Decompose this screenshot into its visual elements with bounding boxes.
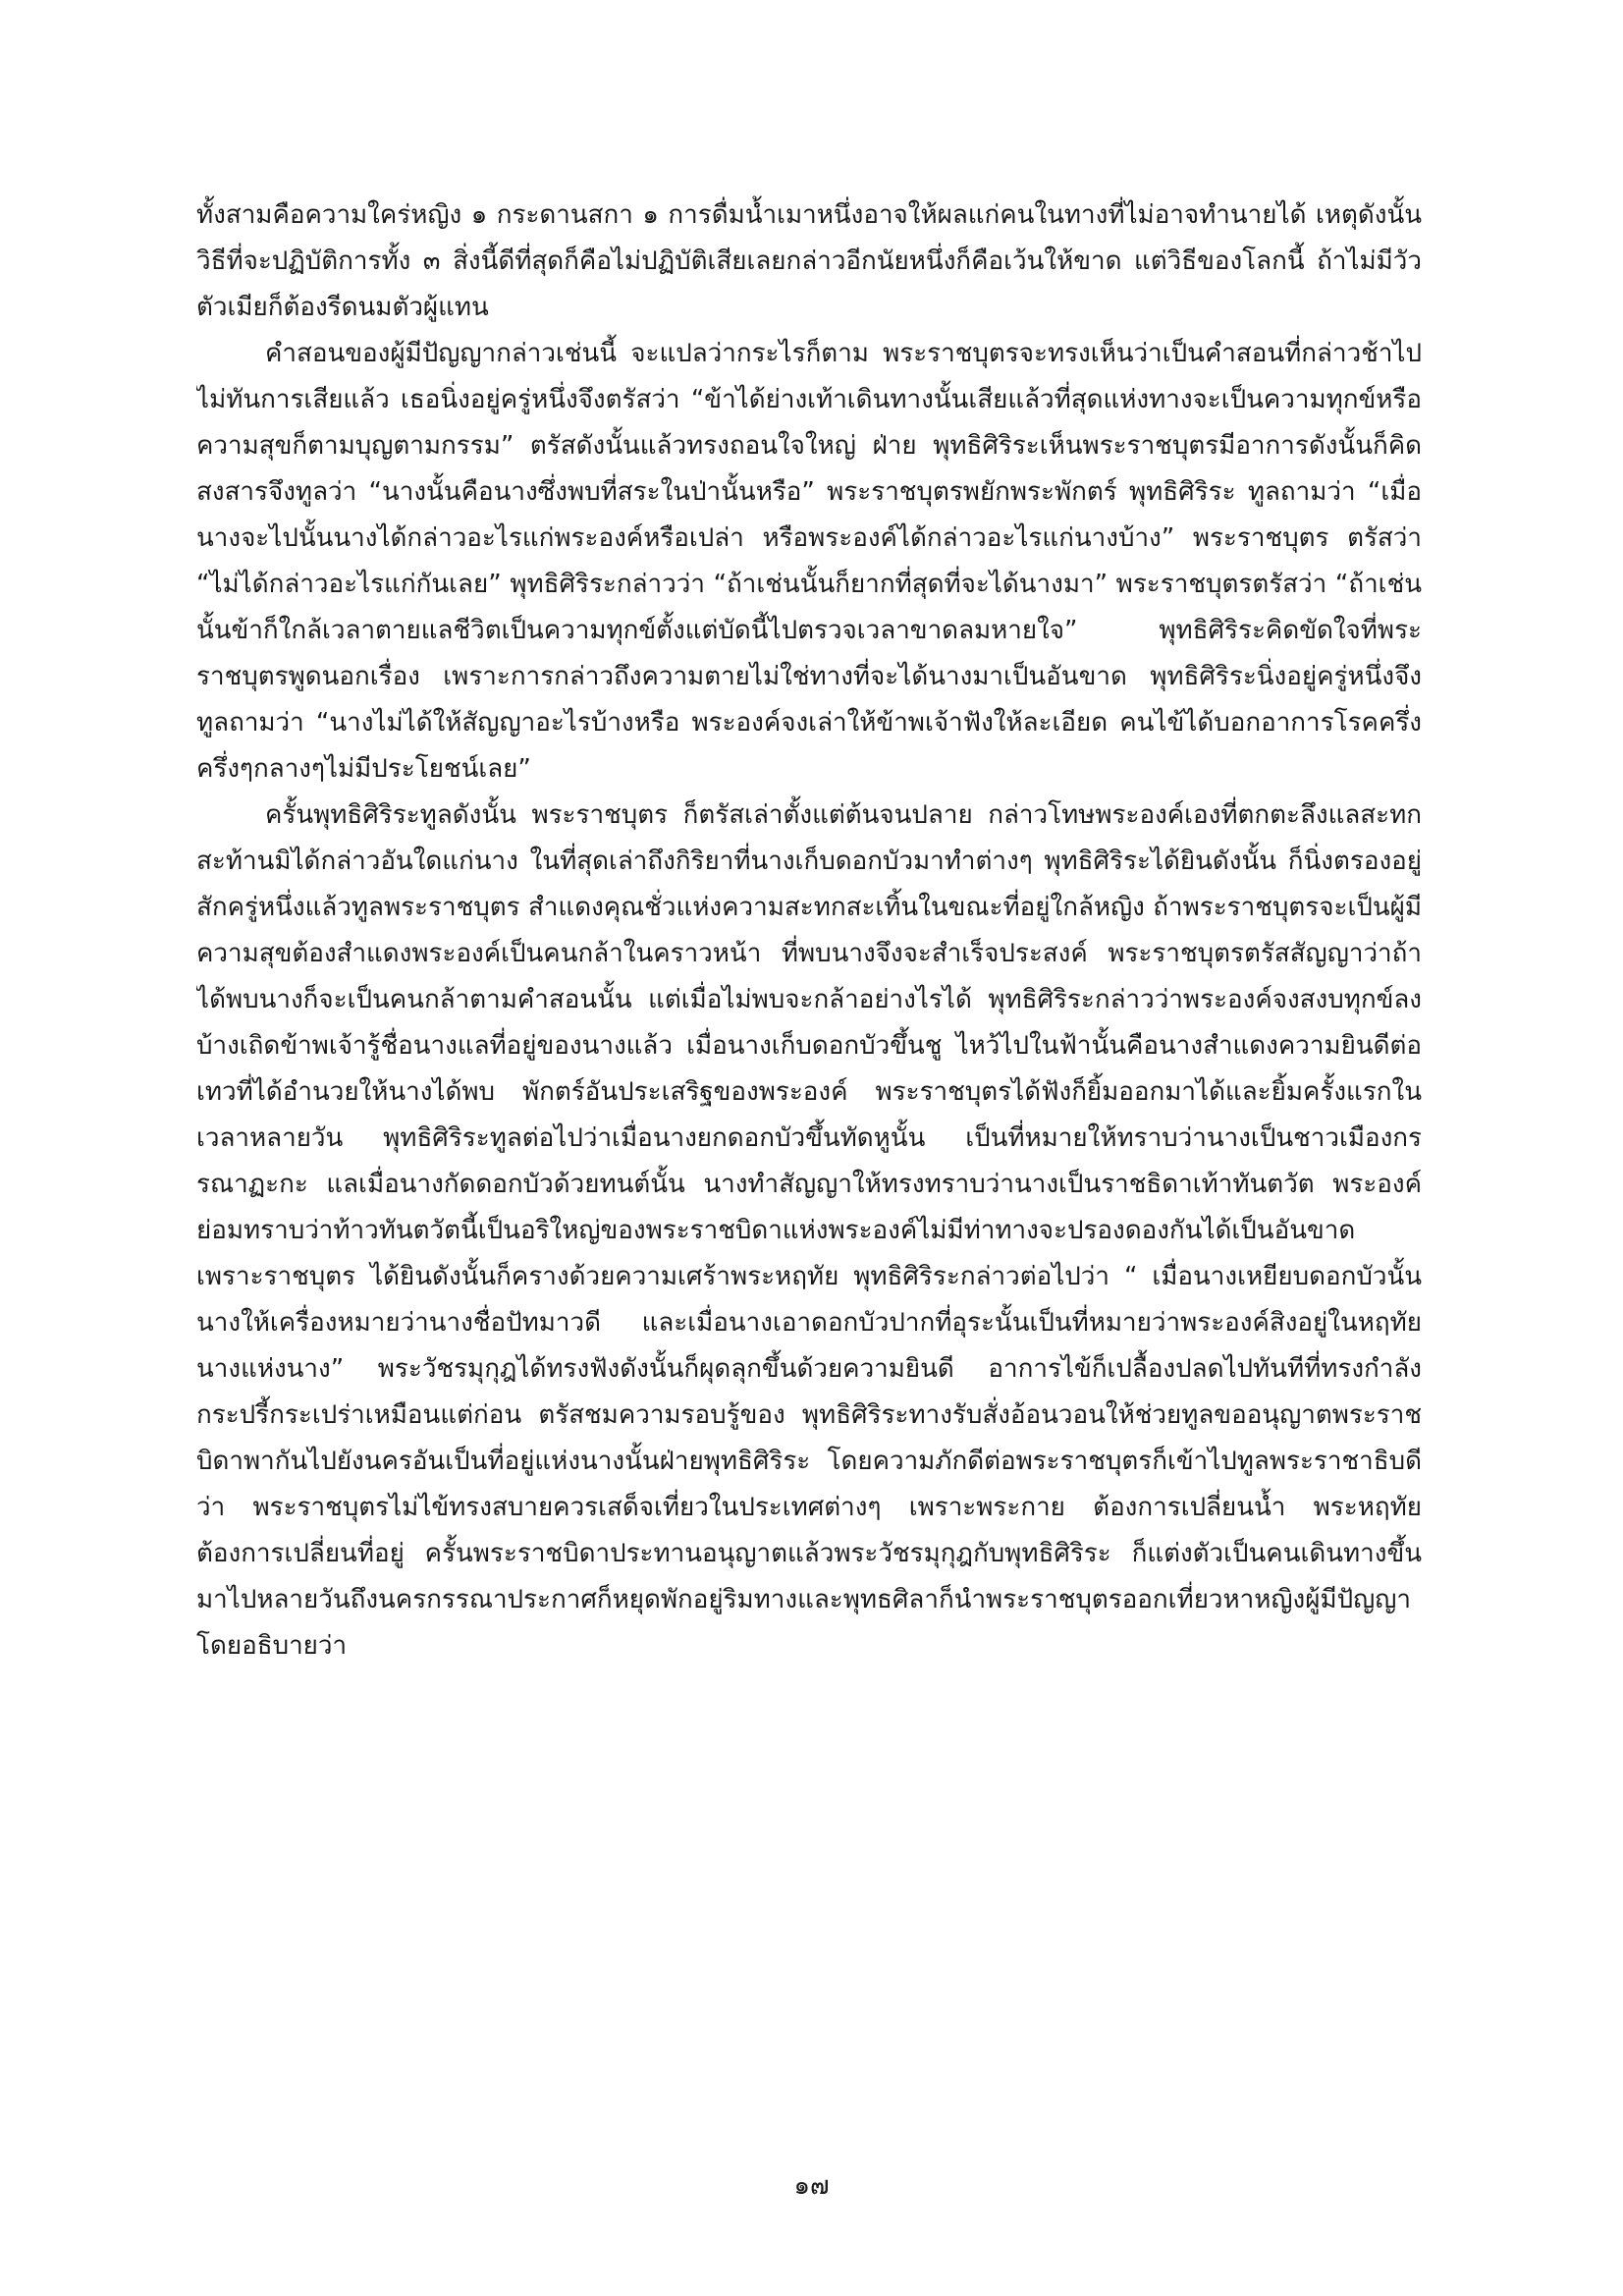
body-text — [196, 192, 1422, 1669]
page-number: ๑๗ — [793, 2171, 830, 2201]
paragraph: ครั้นพุทธิศิริระทูลดังนั้น พระราชบุตร ก็ตรัสเล่าตั้งแต่ต้นจนปลาย กล่าวโทษพระองค์เองที่ตกตะลึงแลสะทกสะท้านมิได้กล่าวอันใดแก่นาง ในที่สุดเล่าถึงกิริยาที่นางเก็บดอกบัวมาทำต่างๆ พุทธิศิริระได้ยินดังนั้น ก็นิ่งตรองอยู่สักครู่หนึ่งแล้วทูลพระราชบุตร สำแดงคุณชั่วแห่งความสะทกสะเทิ้นในขณะที่อยู่ใกล้หญิง ถ้าพระราชบุตรจะเป็นผู้มีความสุขต้องสำแดงพระองค์เป็นคนกล้าในคราวหน้า ที่พบนางจึงจะสำเร็จประสงค์ พระราชบุตรตรัสสัญญาว่าถ้าได้พบนางก็จะเป็นคนกล้าตามคำสอนนั้น แต่เมื่อไม่พบจะกล้าอย่างไรได้ พุทธิศิริระกล่าวว่าพระองค์จงสงบทุกข์ลงบ้างเถิดข้าพเจ้ารู้ชื่อนางแลที่อยู่ของนางแล้ว เมื่อนางเก็บดอกบัวขึ้นชู ไหว้ไปในฟ้านั้นคือนางสำแดงความยินดีต่อเทวที่ได้อำนวยให้นางได้พบ พักตร์อันประเสริฐของพระองค์ พระราชบุตรได้ฟังก็ยิ้มออกมาได้และยิ้มครั้งแรกในเวลาหลายวัน พุทธิศิริระทูลต่อไปว่าเมื่อนางยกดอกบัวขึ้นทัดหูนั้น เป็นที่หมายให้ทราบว่านางเป็นชาวเมืองกรรณาฏะกะ แลเมื่อนางกัดดอกบัวด้วยทนต์นั้น นางทำสัญญาให้ทรงทราบว่านางเป็นราชธิดาเท้าทันตวัต พระองค์ย่อมทราบว่าท้าวทันตวัตนี้เป็นอริใหญ่ของพระราชบิดาแห่งพระองค์ไม่มีท่าทางจะปรองดองกันได้เป็นอันขาดเพราะราชบุตร ได้ยินดังนั้นก็ครางด้วยความเศร้าพระหฤทัย พุทธิศิริระกล่าวต่อไปว่า “ เมื่อนางเหยียบดอกบัวนั้นนางให้เครื่องหมายว่านางชื่อปัทมาวดี และเมื่อนางเอาดอกบัวปากที่อุระนั้นเป็นที่หมายว่าพระองค์สิงอยู่ในหฤทัยนางแห่งนาง” พระวัชรมุกุฎได้ทรงฟังดังนั้นก็ผุดลุกขึ้นด้วยความยินดี อาการไข้ก็เปลื้องปลดไปทันทีที่ทรงกำลังกระปรี้กระเปร่าเหมือนแต่ก่อน ตรัสชมความรอบรู้ของ พุทธิศิริระทางรับสั่งอ้อนวอนให้ช่วยทูลขออนุญาตพระราชบิดาพากันไปยังนครอันเป็นที่อยู่แห่งนางนั้นฝ่ายพุทธิศิริระ โดยความภักดีต่อพระราชบุตรก็เข้าไปทูลพระราชาธิบดีว่า พระราชบุตรไม่ไข้ทรงสบายควรเสด็จเที่ยวในประเทศต่างๆ เพราะพระกาย ต้องการเปลี่ยนน้ำ พระหฤทัยต้องการเปลี่ยนที่อยู่ ครั้นพระราชบิดาประทานอนุญาตแล้วพระวัชรมุกุฎกับพุทธิศิริระ ก็แต่งตัวเป็นคนเดินทางขึ้นมาไปหลายวันถึงนครกรรณาประกาศก็หยุดพักอยู่ริมทางและพุทธศิลาก็นำพระราชบุตรออกเที่ยวหาหญิงผู้มีปัญญาโดยอธิบายว่า — [196, 800, 1422, 1661]
paragraph: คำสอนของผู้มีปัญญากล่าวเช่นนี้ จะแปลว่ากระไรก็ตาม พระราชบุตรจะทรงเห็นว่าเป็นคำสอนที่กล่าวช้าไปไม่ทันการเสียแล้ว เธอนิ่งอยู่ครู่หนึ่งจึงตรัสว่า “ข้าได้ย่างเท้าเดินทางนั้นเสียแล้วที่สุดแห่งทางจะเป็นความทุกข์หรือความสุขก็ตามบุญตามกรรม” ตรัสดังนั้นแล้วทรงถอนใจใหญ่ ฝ่าย พุทธิศิริระเห็นพระราชบุตรมีอาการดังนั้นก็คิดสงสารจึงทูลว่า “นางนั้นคือนางซึ่งพบที่สระในป่านั้นหรือ” พระราชบุตรพยักพระพักตร์ พุทธิศิริระ ทูลถามว่า “เมื่อนางจะไปนั้นนางได้กล่าวอะไรแก่พระองค์หรือเปล่า หรือพระองค์ได้กล่าวอะไรแก่นางบ้าง” พระราชบุตร ตรัสว่า “ไม่ได้กล่าวอะไรแก่กันเลย” พุทธิศิริระกล่าวว่า “ถ้าเช่นนั้นก็ยากที่สุดที่จะได้นางมา” พระราชบุตรตรัสว่า “ถ้าเช่นนั้นข้าก็ใกล้เวลาตายแลชีวิตเป็นความทุกข์ตั้งแต่บัดนี้ไปตรวจเวลาขาดลมหายใจ” พุทธิศิริระคิดขัดใจที่พระราชบุตรพูดนอกเรื่อง เพราะการกล่าวถึงความตายไม่ใช่ทางที่จะได้นางมาเป็นอันขาด พุทธิศิริระนิ่งอยู่ครู่หนึ่งจึงทูลถามว่า “นางไม่ได้ให้สัญญาอะไรบ้างหรือ พระองค์จงเล่าให้ข้าพเจ้าฟังให้ละเอียด คนไข้ได้บอกอาการโรคครึ่งครึ่งๆกลางๆไม่มีประโยชน์เลย” — [196, 339, 1422, 784]
paragraph: ทั้งสามคือความใคร่หญิง ๑ กระดานสกา ๑ การดื่มน้ำเมาหนึ่งอาจให้ผลแก่คนในทางที่ไม่อาจทำนายได้ เหตุดังนั้นวิธีที่จะปฏิบัติการทั้ง ๓ สิ่งนี้ดีที่สุดก็คือไม่ปฏิบัติเสียเลยกล่าวอีกนัยหนึ่งก็คือเว้นให้ขาด แต่วิธีของโลกนี้ ถ้าไม่มีวัวตัวเมียก็ต้องรีดนมตัวผู้แทน — [196, 200, 1422, 322]
